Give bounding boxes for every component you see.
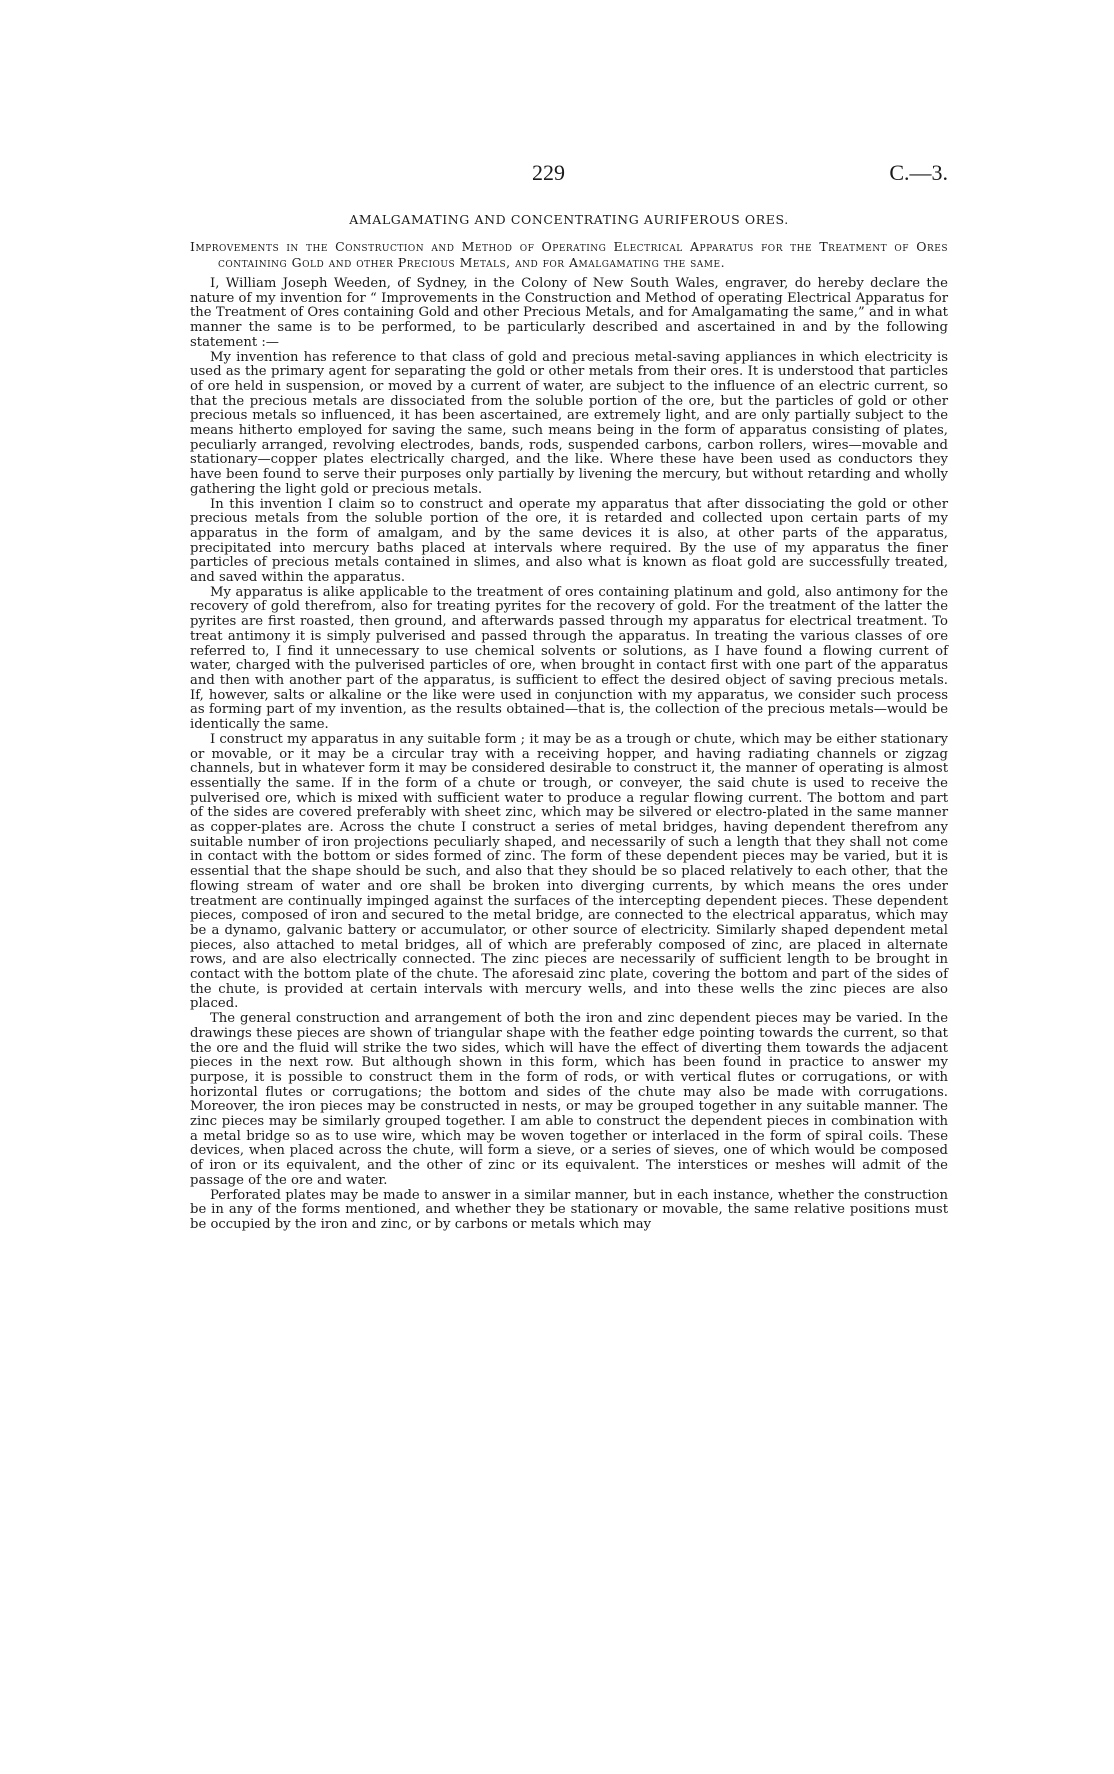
paragraph-perforated-plates: Perforated plates may be made to answer in a similar manner, but in each instance, whether the construction be in any of the forms mentioned, and whether they be stationary or movable, the same relative positions must be occupied by the iron and zinc, or by carbons or metals which may <box>190 1187 948 1232</box>
paragraph-applicability: My apparatus is alike applicable to the treatment of ores containing platinum and gold, also antimony for the recovery of gold therefrom, also for treating pyrites for the recovery of gold. For the treatment of the latter the pyrites are first roasted, then ground, and afterwards passed through my apparatus for electrical treatment. To treat antimony it is simply pulverised and passed through the apparatus. In treating the various classes of ore referred to, I find it unnecessary to use chemical solvents or solutions, as I have found a flowing current of water, charged with the pulverised particles of ore, when brought in contact first with one part of the apparatus and then with another part of the apparatus, is sufficient to effect the desired object of saving precious metals. If, however, salts or alkaline or the like were used in conjunction with my apparatus, we consider such process as forming part of my invention, as the results obtained—that is, the collection of the precious metals—would be identically the same. <box>190 584 948 733</box>
paragraph-invention-reference: My invention has reference to that class of gold and precious metal-saving appliances in which electricity is used as the primary agent for separating the gold or other metals from their ores. It is understood that particles of ore held in suspension, or moved by a current of water, are subject to the influence of an electric current, so that the precious metals are dissociated from the soluble portion of the ore, but the particles of gold or other precious metals so influenced, it has been ascertained, are extremely light, and are only partially subject to the means hitherto employed for saving the same, such means being in the form of apparatus consisting of plates, peculiarly arranged, revolving electrodes, bands, rods, suspended carbons, carbon rollers, wires—movable and stationary—copper plates electrically charged, and the like. Where these have been used as conductors they have been found to serve their purposes only partially by livening the mercury, but without retarding and wholly gathering the light gold or precious metals. <box>190 349 948 497</box>
paragraph-declaration: I, William Joseph Weeden, of Sydney, in the Colony of New South Wales, engraver, do hereby declare the nature of my invention for “ Improvements in the Construction and Method of operating Electrical Apparatus for the Treatment of Ores containing Gold and other Precious Metals, and for Amalgamating the same,” and in what manner the same is to be performed, to be particularly described and ascertained in and by the following statement :— <box>190 276 948 350</box>
paragraph-arrangement: The general construction and arrangement of both the iron and zinc dependent pieces may be varied. In the drawings these pieces are shown of triangular shape with the feather edge pointing towards the current, so that the ore and the fluid will strike the two sides, which will have the effect of diverting them towards the adjacent pieces in the next row. But although shown in this form, which has been found in practice to answer my purpose, it is possible to construct them in the form of rods, or with vertical flutes or corrugations, or with horizontal flutes or corrugations; the bottom and sides of the chute may also be made with corrugations. Moreover, the iron pieces may be constructed in nests, or may be grouped together in any suitable manner. The zinc pieces may be similarly grouped together. I am able to construct the dependent pieces in combination with a metal bridge so as to use wire, which may be woven together or interlaced in the form of spiral coils. These devices, when placed across the chute, will form a sieve, or a series of sieves, one of which would be composed of iron or its equivalent, and the other of zinc or its equivalent. The interstices or meshes will admit of the passage of the ore and water. <box>190 1011 948 1188</box>
page-header <box>190 160 948 204</box>
document-code: C.—3. <box>889 160 948 185</box>
document-page <box>190 160 948 1233</box>
section-title: AMALGAMATING AND CONCENTRATING AURIFEROUS ORES. <box>349 212 789 227</box>
patent-subtitle: Improvements in the Construction and Method of Operating Electrical Apparatus for the Treatment of Ores containing Gold and other Precious Metals, and for Amalgamating the same. <box>190 239 948 270</box>
page-number: 229 <box>532 160 565 185</box>
body-text <box>190 277 948 1233</box>
paragraph-construction: I construct my apparatus in any suitable form ; it may be as a trough or chute, which may be either stationary or movable, or it may be a circular tray with a receiving hopper, and having radiating channels or zigzag channels, but in whatever form it may be considered desirable to construct it, the manner of operating is almost essentially the same. If in the form of a chute or trough, or conveyer, the said chute is used to receive the pulverised ore, which is mixed with sufficient water to produce a regular flowing current. The bottom and part of the sides are covered preferably with sheet zinc, which may be silvered or electro-plated in the same manner as copper-plates are. Across the chute I construct a series of metal bridges, having dependent therefrom any suitable number of iron projections peculiarly shaped, and necessarily of such a length that they shall not come in contact with the bottom or sides formed of zinc. The form of these dependent pieces may be varied, but it is essential that the shape should be such, and also that they should be so placed relatively to each other, that the flowing stream of water and ore shall be broken into diverging currents, by which means the ores under treatment are continually impinged against the surfaces of the intercepting dependent pieces. These dependent pieces, composed of iron and secured to the metal bridge, are connected to the electrical apparatus, which may be a dynamo, galvanic battery or accumulator, or other source of electricity. Similarly shaped dependent metal pieces, also attached to metal bridges, all of which are preferably composed of zinc, are placed in alternate rows, and are also electrically connected. The zinc pieces are necessarily of sufficient length to be brought in contact with the bottom plate of the chute. The aforesaid zinc plate, covering the bottom and part of the sides of the chute, is provided at certain intervals with mercury wells, and into these wells the zinc pieces are also placed. <box>190 731 948 1012</box>
paragraph-claim: In this invention I claim so to construct and operate my apparatus that after dissociating the gold or other precious metals from the soluble portion of the ore, it is retarded and collected upon certain parts of my apparatus in the form of amalgam, and by the same devices it is also, at other parts of the apparatus, precipitated into mercury baths placed at intervals where required. By the use of my apparatus the finer particles of precious metals contained in slimes, and also what is known as float gold are successfully treated, and saved within the apparatus. <box>190 496 948 586</box>
